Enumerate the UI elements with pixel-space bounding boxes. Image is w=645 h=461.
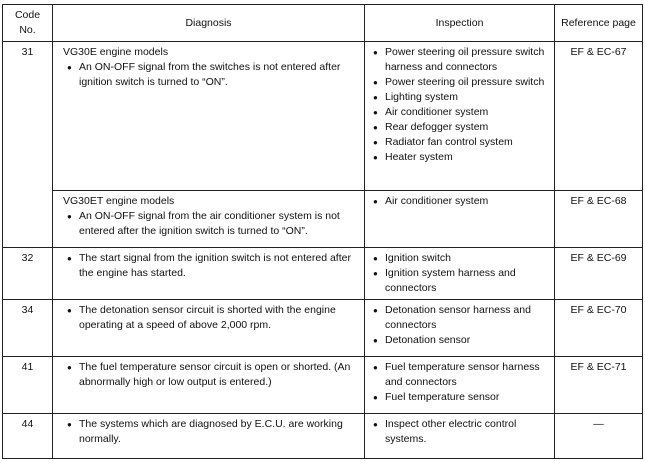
code-cell: 41 (3, 356, 53, 413)
diagnosis-cell (53, 413, 365, 458)
inspection-item: ● Detonation sensor (369, 333, 550, 348)
diagnosis-cell (53, 247, 365, 300)
header-code-no: Code No. (3, 5, 53, 42)
diagnosis-cell (53, 356, 365, 413)
table-row (3, 413, 643, 458)
reference-cell: EF & EC-70 (555, 300, 643, 357)
table-row (3, 191, 643, 248)
table-header-row (3, 5, 643, 42)
reference-cell: EF & EC-68 (555, 191, 643, 248)
inspection-cell (365, 42, 555, 191)
reference-cell: EF & EC-71 (555, 356, 643, 413)
inspection-item: ● Detonation sensor harness and connectors (369, 303, 550, 333)
code-cell: 32 (3, 247, 53, 300)
inspection-item: ● Heater system (369, 150, 550, 165)
inspection-item: ● Air conditioner system (369, 105, 550, 120)
inspection-cell (365, 247, 555, 300)
header-diagnosis: Diagnosis (53, 5, 365, 42)
code-cell: 44 (3, 413, 53, 458)
table-row (3, 42, 643, 191)
header-reference: Reference page (555, 5, 643, 42)
diagnosis-text: ● The detonation sensor circuit is shorted with the engine operating at a speed of above 2,000 rpm. (57, 303, 360, 333)
inspection-item: ● Rear defogger system (369, 120, 550, 135)
inspection-item: ● Ignition switch (369, 251, 550, 266)
reference-cell: EF & EC-69 (555, 247, 643, 300)
table-row (3, 247, 643, 300)
header-inspection: Inspection (365, 5, 555, 42)
model-heading: VG30E engine models (63, 46, 169, 58)
inspection-item: ● Power steering oil pressure switch (369, 75, 550, 90)
code-cell: 31 (3, 42, 53, 248)
inspection-item: ● Fuel temperature sensor harness and connectors (369, 360, 550, 390)
diagnosis-cell (53, 191, 365, 248)
diagnosis-text: ● An ON-OFF signal from the air conditioner system is not entered after the ignition switch is turned to “ON”. (57, 209, 360, 239)
inspection-item: ● Lighting system (369, 90, 550, 105)
inspection-item: ● Fuel temperature sensor (369, 390, 550, 405)
diagnosis-text: ● The start signal from the ignition switch is not entered after the engine has started. (57, 251, 360, 281)
table-row (3, 300, 643, 357)
inspection-cell (365, 300, 555, 357)
inspection-cell (365, 413, 555, 458)
diagnosis-cell (53, 42, 365, 191)
reference-cell: — (555, 413, 643, 458)
table-row (3, 356, 643, 413)
diagnosis-text: ● The systems which are diagnosed by E.C.U. are working normally. (57, 417, 360, 447)
inspection-item: ● Inspect other electric control systems. (369, 417, 550, 447)
diagnosis-text: ● The fuel temperature sensor circuit is open or shorted. (An abnormally high or low output is entered.) (57, 360, 360, 390)
inspection-item: ● Air conditioner system (369, 194, 550, 209)
inspection-item: ● Power steering oil pressure switch harness and connectors (369, 45, 550, 75)
model-heading: VG30ET engine models (63, 195, 175, 208)
inspection-item: ● Ignition system harness and connectors (369, 266, 550, 296)
inspection-item: ● Radiator fan control system (369, 135, 550, 150)
diagnosis-cell (53, 300, 365, 357)
code-cell: 34 (3, 300, 53, 357)
inspection-cell (365, 356, 555, 413)
inspection-cell (365, 191, 555, 248)
reference-cell: EF & EC-67 (555, 42, 643, 191)
diagnosis-table (2, 4, 643, 459)
diagnosis-text: ● An ON-OFF signal from the switches is not entered after ignition switch is turned to “ON”. (57, 60, 360, 90)
